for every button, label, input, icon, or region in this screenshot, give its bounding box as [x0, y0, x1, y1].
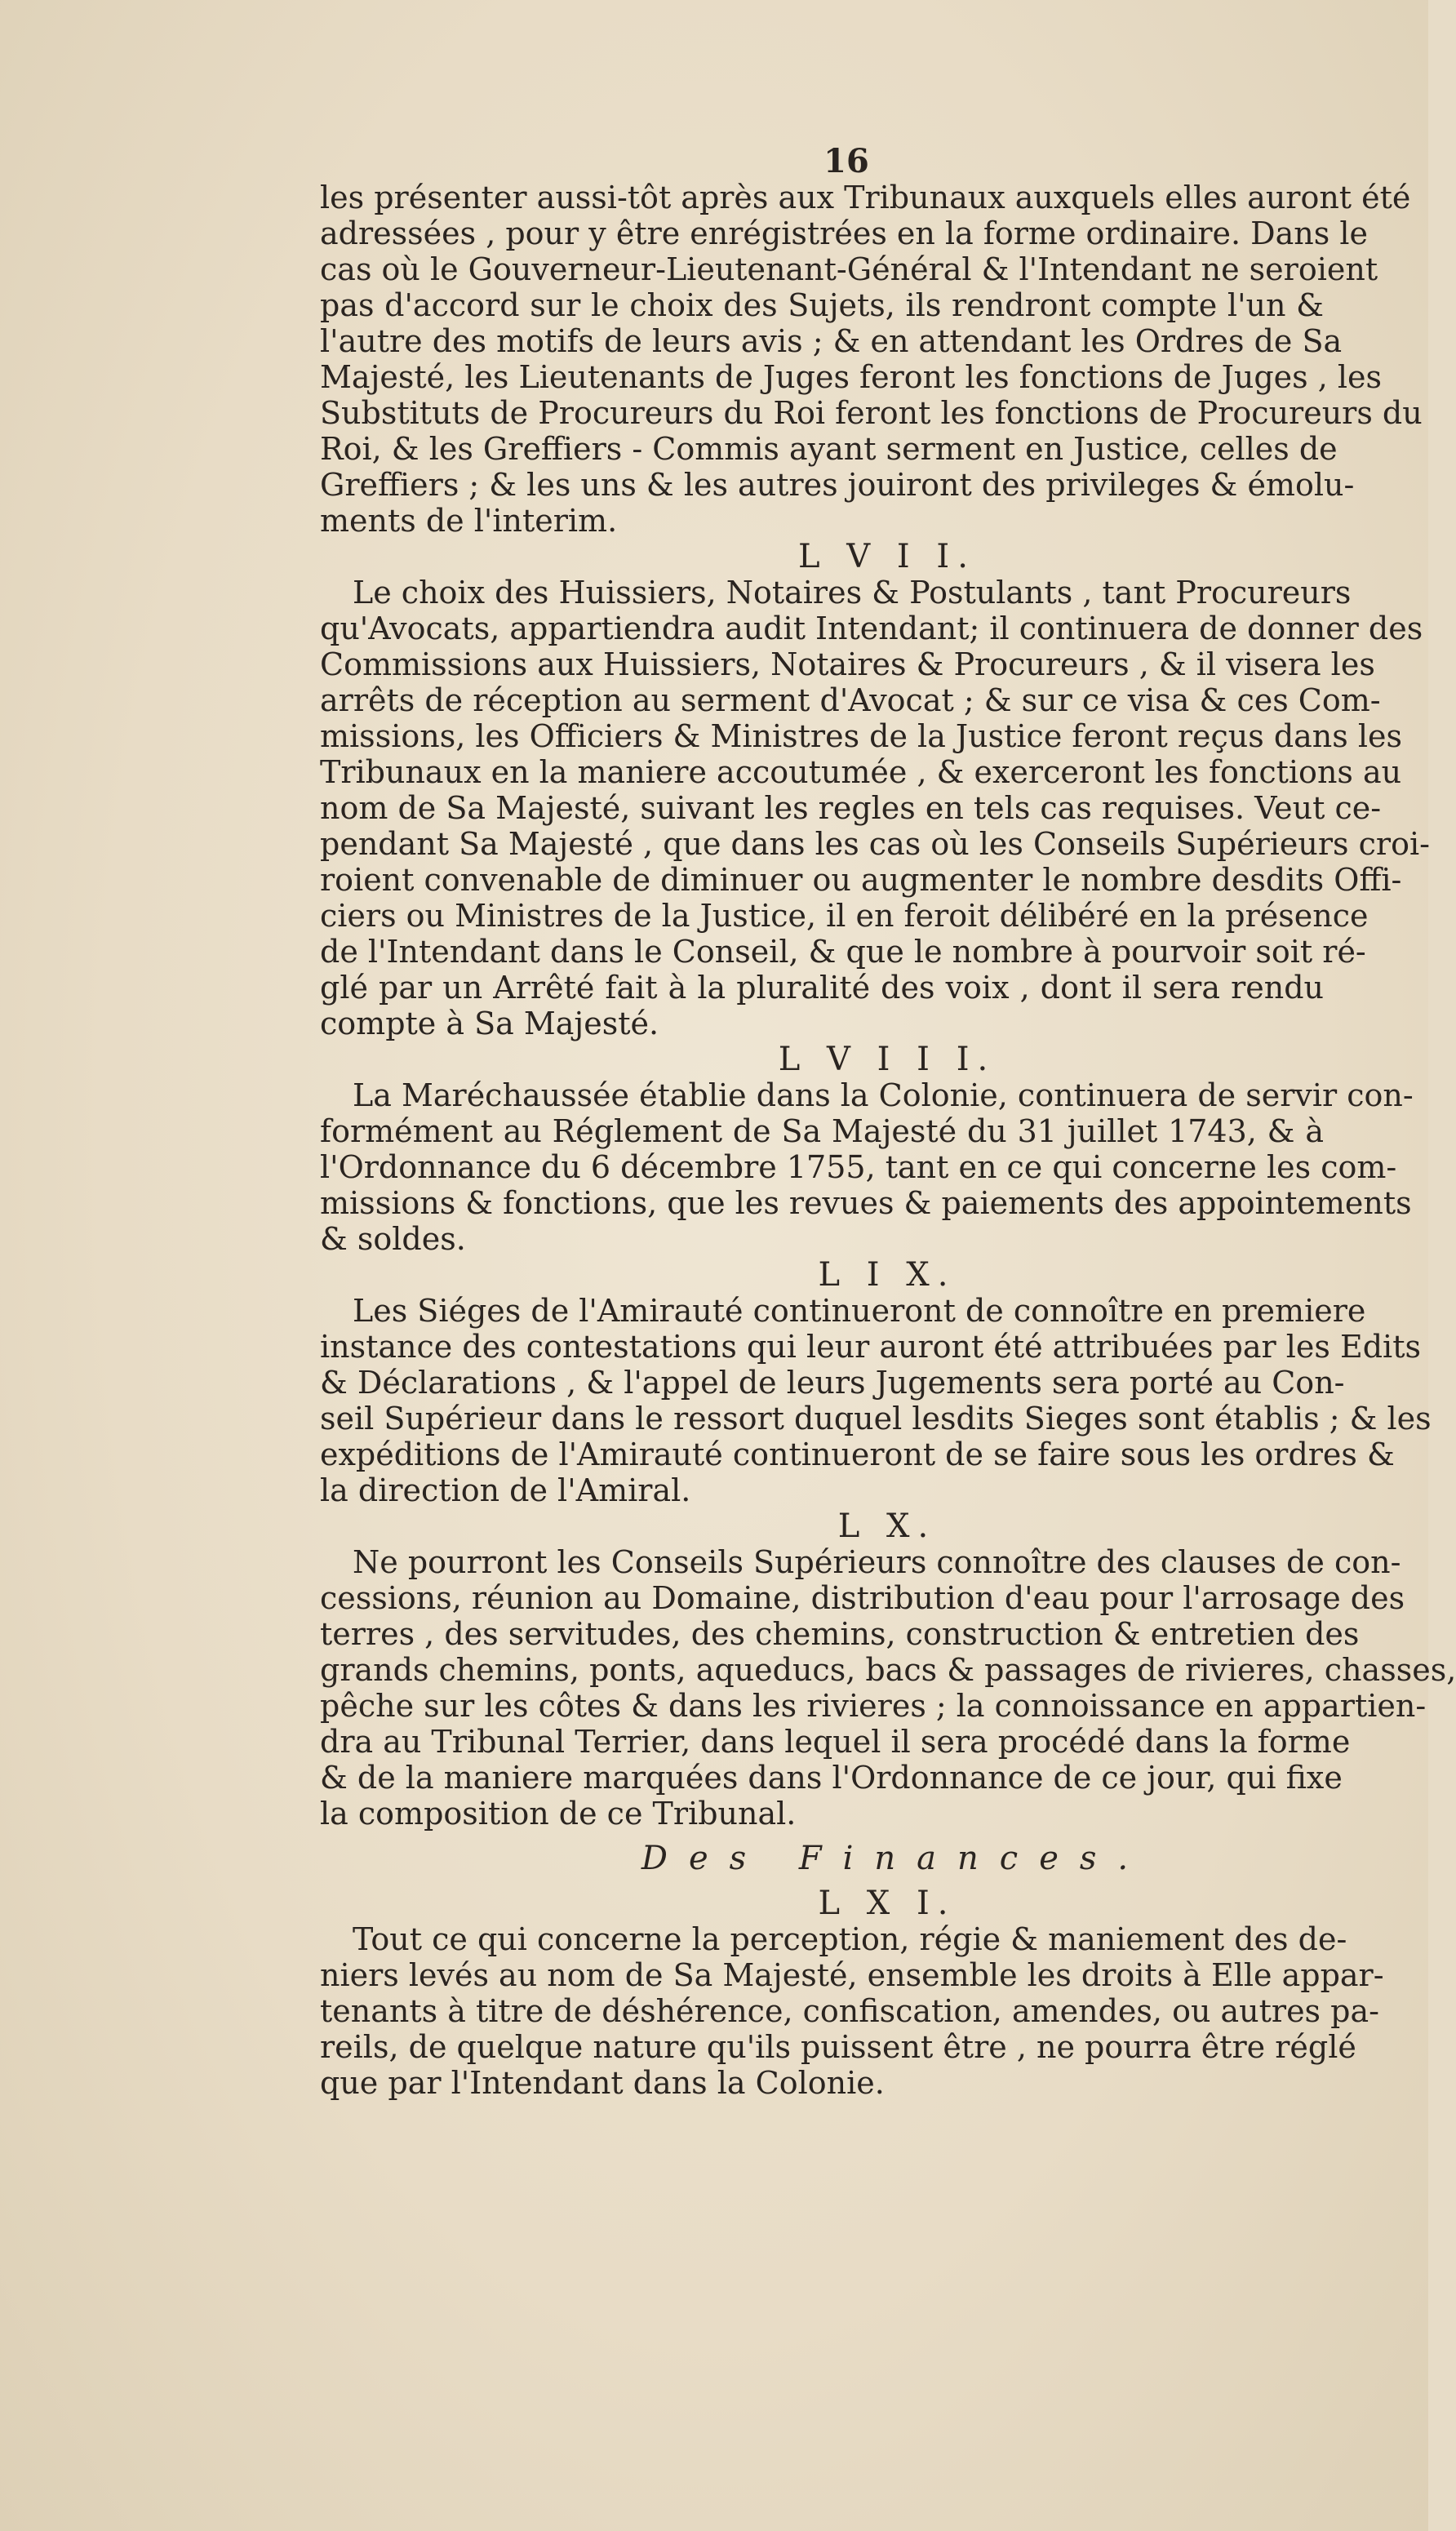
text-line: qu'Avocats, appartiendra audit Intendant; il continuera de donner des [320, 611, 1423, 646]
text-line: missions, les Officiers & Ministres de la Justice feront reçus dans les [320, 718, 1402, 754]
text-line: Les Siéges de l'Amirauté continueront de connoître en premiere [353, 1293, 1366, 1329]
text-line: dra au Tribunal Terrier, dans lequel il sera procédé dans la forme [320, 1724, 1351, 1760]
text-line: la composition de ce Tribunal. [320, 1796, 797, 1832]
text-line: cessions, réunion au Domaine, distribution d'eau pour l'arrosage des [320, 1580, 1405, 1616]
text-line: La Maréchaussée établie dans la Colonie, continuera de servir con- [353, 1077, 1414, 1113]
article-heading: L V I I I. [778, 1041, 997, 1078]
text-line: Roi, & les Greffiers - Commis ayant serment en Justice, celles de [320, 431, 1338, 467]
article-heading: L X I. [818, 1885, 957, 1922]
text-line: Tout ce qui concerne la perception, régie & maniement des de- [353, 1921, 1347, 1957]
text-line: que par l'Intendant dans la Colonie. [320, 2065, 885, 2101]
text-line: pêche sur les côtes & dans les rivieres ; la connoissance en appartien- [320, 1688, 1427, 1724]
text-line: pendant Sa Majesté , que dans les cas où les Conseils Supérieurs croi- [320, 826, 1430, 862]
text-line: Majesté, les Lieutenants de Juges feront les fonctions de Juges , les [320, 359, 1383, 395]
text-line: Commissions aux Huissiers, Notaires & Procureurs , & il visera les [320, 646, 1375, 682]
text-line: tenants à titre de déshérence, confiscation, amendes, ou autres pa- [320, 1993, 1379, 2029]
text-line: & de la maniere marquées dans l'Ordonnance de ce jour, qui fixe [320, 1760, 1343, 1796]
text-line: ments de l'interim. [320, 503, 618, 539]
text-line: nom de Sa Majesté, suivant les regles en tels cas requises. Veut ce- [320, 790, 1382, 826]
text-line: formément au Réglement de Sa Majesté du 31 juillet 1743, & à [320, 1113, 1324, 1149]
text-line: missions & fonctions, que les revues & paiements des appointements [320, 1185, 1412, 1221]
text-line: arrêts de réception au serment d'Avocat ; & sur ce visa & ces Com- [320, 682, 1381, 718]
page-number: 16 [823, 142, 869, 180]
text-line: ciers ou Ministres de la Justice, il en feroit délibéré en la présence [320, 898, 1369, 934]
text-line: niers levés au nom de Sa Majesté, ensemble les droits à Elle appar- [320, 1957, 1384, 1993]
section-heading: Des Finances. [641, 1840, 1150, 1877]
text-line: roient convenable de diminuer ou augmenter le nombre desdits Offi- [320, 862, 1402, 898]
text-line: Tribunaux en la maniere accoutumée , & exerceront les fonctions au [320, 754, 1402, 790]
text-line: expéditions de l'Amirauté continueront de se faire sous les ordres & [320, 1436, 1395, 1472]
text-line: seil Supérieur dans le ressort duquel lesdits Sieges sont établis ; & les [320, 1401, 1432, 1436]
text-line: l'autre des motifs de leurs avis ; & en attendant les Ordres de Sa [320, 323, 1343, 359]
text-line: pas d'accord sur le choix des Sujets, ils rendront compte l'un & [320, 287, 1324, 323]
text-line: terres , des servitudes, des chemins, construction & entretien des [320, 1616, 1360, 1652]
text-line: Substituts de Procureurs du Roi feront les fonctions de Procureurs du [320, 395, 1423, 431]
text-line: reils, de quelque nature qu'ils puissent être , ne pourra être réglé [320, 2029, 1356, 2065]
article-heading: L V I I. [798, 538, 976, 575]
text-line: adressées , pour y être enrégistrées en la forme ordinaire. Dans le [320, 215, 1368, 251]
article-heading: L I X. [818, 1256, 957, 1294]
article-heading: L X. [837, 1507, 937, 1545]
text-line: & soldes. [320, 1221, 466, 1257]
text-line: cas où le Gouverneur-Lieutenant-Général & l'Intendant ne seroient [320, 251, 1378, 287]
text-line: instance des contestations qui leur auront été attribuées par les Edits [320, 1329, 1421, 1365]
text-line: l'Ordonnance du 6 décembre 1755, tant en ce qui concerne les com- [320, 1149, 1397, 1185]
text-line: grands chemins, ponts, aqueducs, bacs & passages de rivieres, chasses, [320, 1652, 1456, 1688]
text-line: Greffiers ; & les uns & les autres jouiront des privileges & émolu- [320, 467, 1355, 503]
text-line: glé par un Arrêté fait à la pluralité des voix , dont il sera rendu [320, 970, 1324, 1006]
text-line: & Déclarations , & l'appel de leurs Jugements sera porté au Con- [320, 1365, 1345, 1401]
text-line: compte à Sa Majesté. [320, 1006, 659, 1041]
text-line: Ne pourront les Conseils Supérieurs connoître des clauses de con- [353, 1544, 1401, 1580]
text-line: les présenter aussi-tôt après aux Tribunaux auxquels elles auront été [320, 180, 1411, 215]
text-line: de l'Intendant dans le Conseil, & que le nombre à pourvoir soit ré- [320, 934, 1366, 970]
text-line: la direction de l'Amiral. [320, 1472, 691, 1508]
body-text [320, 180, 1456, 2101]
text-line: Le choix des Huissiers, Notaires & Postulants , tant Procureurs [353, 575, 1352, 611]
